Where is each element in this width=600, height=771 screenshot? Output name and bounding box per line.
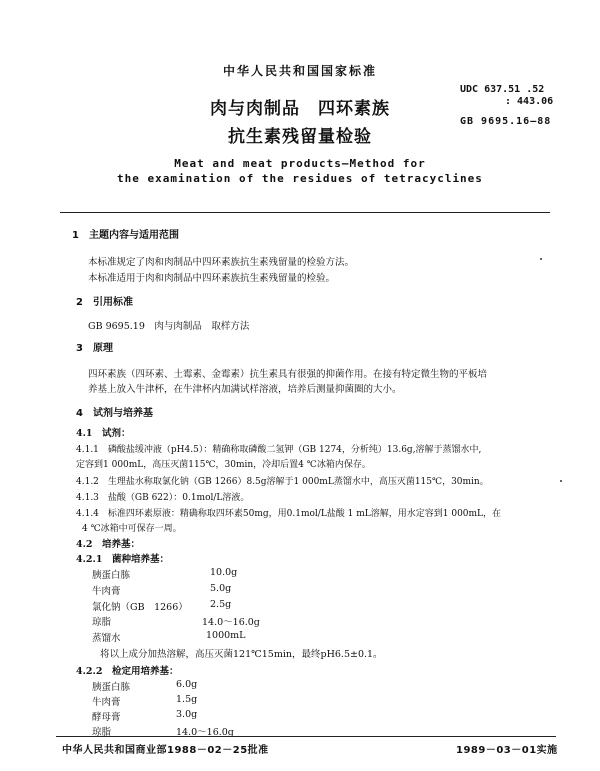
- scan-speck: [560, 480, 562, 482]
- clause-4-2-1-note: 将以上成分加热溶解，高压灭菌121℃15min，最终pH6.5±0.1。: [100, 649, 383, 660]
- media1-row-5-name: 蒸馏水: [92, 633, 121, 644]
- document-title-line2: 抗生素残留量检验: [228, 127, 372, 147]
- clause-4-1: 4.1 试剂：: [76, 428, 131, 439]
- section-3-line-1: 四环素族（四环素、土霉素、金霉素）抗生素具有很强的抑菌作用。在接有特定微生物的平板培: [88, 369, 488, 380]
- standard-org-header: 中华人民共和国国家标准: [222, 64, 377, 78]
- section-1-paragraph-2: 本标准适用于肉和肉制品中四环素族抗生素残留量的检验。: [88, 273, 336, 284]
- media1-row-3-amount: 2.5g: [210, 599, 232, 610]
- media1-row-2-amount: 5.0g: [210, 583, 232, 594]
- media2-row-1-amount: 6.0g: [176, 679, 198, 690]
- media2-row-2-name: 牛肉膏: [92, 697, 121, 708]
- media1-row-1-name: 胰蛋白胨: [92, 570, 131, 581]
- media1-row-2-name: 牛肉膏: [92, 586, 121, 597]
- section-4-title: 4 试剂与培养基: [76, 408, 153, 419]
- clause-4-1-3: 4.1.3 盐酸（GB 622）：0.1mol/L溶液。: [76, 493, 250, 503]
- media1-row-4-amount: 14.0～16.0g: [202, 617, 260, 628]
- clause-4-1-2: 4.1.2 生理盐水称取氯化钠（GB 1266）8.5g溶解于1 000mL蒸馏水中，高压灭菌115℃，30min。: [76, 477, 489, 487]
- udc-code-line2: : 443.06: [505, 96, 554, 107]
- media2-row-4-name: 琼脂: [92, 727, 112, 738]
- gb-standard-number: GB 9695.16—88: [460, 116, 552, 127]
- scan-speck: [540, 258, 542, 260]
- clause-4-1-1-line-2: 定容到1 000mL，高压灭菌115℃，30min，冷却后置4 ℃冰箱内保存。: [76, 460, 371, 470]
- media1-row-4-name: 琼脂: [92, 617, 112, 628]
- clause-4-2-1: 4.2.1 菌种培养基：: [76, 554, 169, 565]
- header-divider: [60, 212, 550, 213]
- clause-4-1-1-line-1: 4.1.1 磷酸盐缓冲液（pH4.5）：精确称取磷酸二氢钾（GB 1274，分析纯）13.6g,溶解于蒸馏水中,: [76, 445, 482, 455]
- udc-code-line1: UDC 637.51 .52: [460, 84, 545, 95]
- clause-4-1-4-line-1: 4.1.4 标准四环素原液：精确称取四环素50mg，用0.1mol/L盐酸 1 mL溶解，用水定容到1 000mL，在: [76, 509, 502, 519]
- section-2-reference: GB 9695.19 肉与肉制品 取样方法: [88, 321, 250, 332]
- media2-row-1-name: 胰蛋白胨: [92, 682, 131, 693]
- clause-4-1-4-line-2: 4 ℃冰箱中可保存一周。: [82, 524, 182, 534]
- media1-row-5-amount: 1000mL: [206, 630, 246, 641]
- footer-divider: [56, 736, 556, 737]
- implementation-date: 1989－03－01实施: [456, 745, 558, 756]
- clause-4-2-2: 4.2.2 检定用培养基：: [76, 666, 179, 677]
- approval-date: 中华人民共和国商业部1988－02－25批准: [62, 745, 269, 756]
- media1-row-1-amount: 10.0g: [210, 567, 238, 578]
- section-1-paragraph-1: 本标准规定了肉和肉制品中四环素族抗生素残留量的检验方法。: [88, 257, 355, 268]
- section-3-title: 3 原理: [76, 343, 113, 354]
- media2-row-3-amount: 3.0g: [176, 709, 198, 720]
- english-title-line1: Meat and meat products—Method for: [174, 157, 426, 170]
- media2-row-4-amount: 14.0～16.0g: [176, 727, 234, 738]
- section-3-line-2: 养基上放入牛津杯，在牛津杯内加满试样溶液，培养后测量抑菌圈的大小。: [88, 384, 402, 395]
- section-1-title: 1 主题内容与适用范围: [72, 230, 179, 241]
- media2-row-2-amount: 1.5g: [176, 694, 198, 705]
- clause-4-2: 4.2 培养基：: [76, 539, 141, 550]
- english-title-line2: the examination of the residues of tetracyclines: [117, 172, 483, 185]
- media1-row-3-name: 氯化钠（GB 1266）: [92, 602, 188, 613]
- section-2-title: 2 引用标准: [76, 297, 133, 308]
- document-title-line1: 肉与肉制品 四环素族: [210, 99, 390, 119]
- media2-row-3-name: 酵母膏: [92, 712, 121, 723]
